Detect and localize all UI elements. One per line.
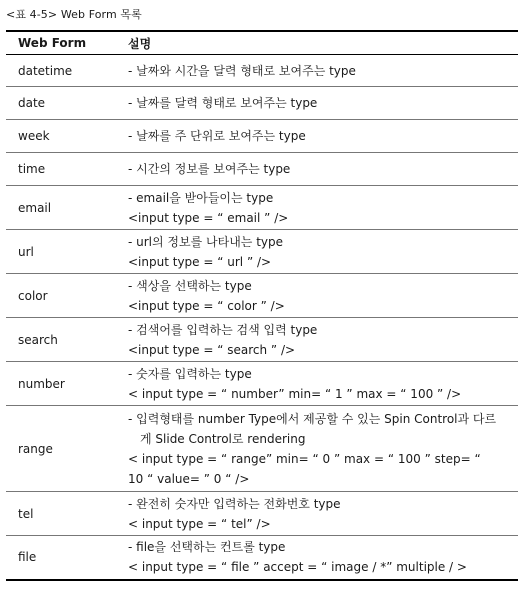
- table-row: [6, 186, 518, 230]
- desc-code-line: <input type = “ color ” />: [128, 298, 285, 313]
- desc-line: - 날짜를 달력 형태로 보여주는 type: [128, 96, 318, 110]
- row-name-file: file: [6, 536, 116, 580]
- table-row: [6, 120, 518, 153]
- table-row: [6, 153, 518, 186]
- row-desc-range: [116, 406, 518, 492]
- row-desc-email: [116, 186, 518, 230]
- row-desc-tel: [116, 492, 518, 536]
- desc-line: - 날짜를 주 단위로 보여주는 type: [128, 129, 306, 143]
- desc-line: - 날짜와 시간을 달력 형태로 보여주는 type: [128, 63, 356, 78]
- desc-code-line: < input type = “ number” min= “ 1 ” max = “ 100 ” />: [128, 386, 462, 401]
- row-name-datetime: datetime: [6, 55, 116, 87]
- row-desc-datetime: [116, 55, 518, 87]
- row-desc-file: [116, 536, 518, 580]
- row-name-date: date: [6, 87, 116, 120]
- row-desc-number: [116, 362, 518, 406]
- desc-line: - 완전히 숫자만 입력하는 전화번호 type: [128, 496, 341, 511]
- desc-line: - file을 선택하는 컨트롤 type: [128, 540, 286, 555]
- table-row: [6, 318, 518, 362]
- row-desc-week: [116, 120, 518, 153]
- table-caption: <표 4-5> Web Form 목록: [6, 8, 142, 21]
- row-name-number: number: [6, 362, 116, 406]
- table-row: [6, 362, 518, 406]
- desc-line: 게 Slide Control로 rendering: [140, 431, 306, 446]
- desc-line: - 색상을 선택하는 type: [128, 278, 252, 293]
- row-name-email: email: [6, 186, 116, 230]
- row-name-tel: tel: [6, 492, 116, 536]
- desc-line: - 시간의 정보를 보여주는 type: [128, 162, 291, 176]
- desc-line: - 입력형태를 number Type에서 제공할 수 있는 Spin Control과 다르: [128, 411, 497, 426]
- table-row: [6, 230, 518, 274]
- table-header-row: [6, 31, 518, 55]
- row-name-week: week: [6, 120, 116, 153]
- row-name-range: range: [6, 406, 116, 492]
- desc-code-line: <input type = “ search ” />: [128, 342, 296, 357]
- table-row: [6, 406, 518, 492]
- desc-line: - 검색어를 입력하는 검색 입력 type: [128, 322, 318, 337]
- header-web-form: Web Form: [6, 31, 116, 55]
- desc-line: - 숫자를 입력하는 type: [128, 366, 252, 381]
- table-row: [6, 536, 518, 580]
- row-desc-color: [116, 274, 518, 318]
- desc-code-line: < input type = “ range” min= “ 0 ” max = “ 100 ” step= “: [128, 451, 481, 466]
- row-name-color: color: [6, 274, 116, 318]
- row-name-url: url: [6, 230, 116, 274]
- desc-line: - url의 정보를 나타내는 type: [128, 234, 284, 249]
- row-name-time: time: [6, 153, 116, 186]
- table-row: [6, 492, 518, 536]
- row-desc-date: [116, 87, 518, 120]
- row-desc-time: [116, 153, 518, 186]
- desc-line: - email을 받아들이는 type: [128, 190, 274, 205]
- desc-code-line: 10 “ value= ” 0 “ />: [128, 471, 250, 486]
- row-name-search: search: [6, 318, 116, 362]
- header-description: 설명: [116, 31, 518, 55]
- table-row: [6, 274, 518, 318]
- table-row: [6, 55, 518, 87]
- desc-code-line: < input type = “ file ” accept = “ image / *” multiple / >: [128, 560, 467, 575]
- desc-code-line: < input type = “ tel” />: [128, 516, 271, 531]
- desc-code-line: <input type = “ url ” />: [128, 254, 272, 269]
- desc-code-line: <input type = “ email ” />: [128, 210, 289, 225]
- row-desc-url: [116, 230, 518, 274]
- row-desc-search: [116, 318, 518, 362]
- table-row: [6, 87, 518, 120]
- web-form-table: [6, 30, 518, 581]
